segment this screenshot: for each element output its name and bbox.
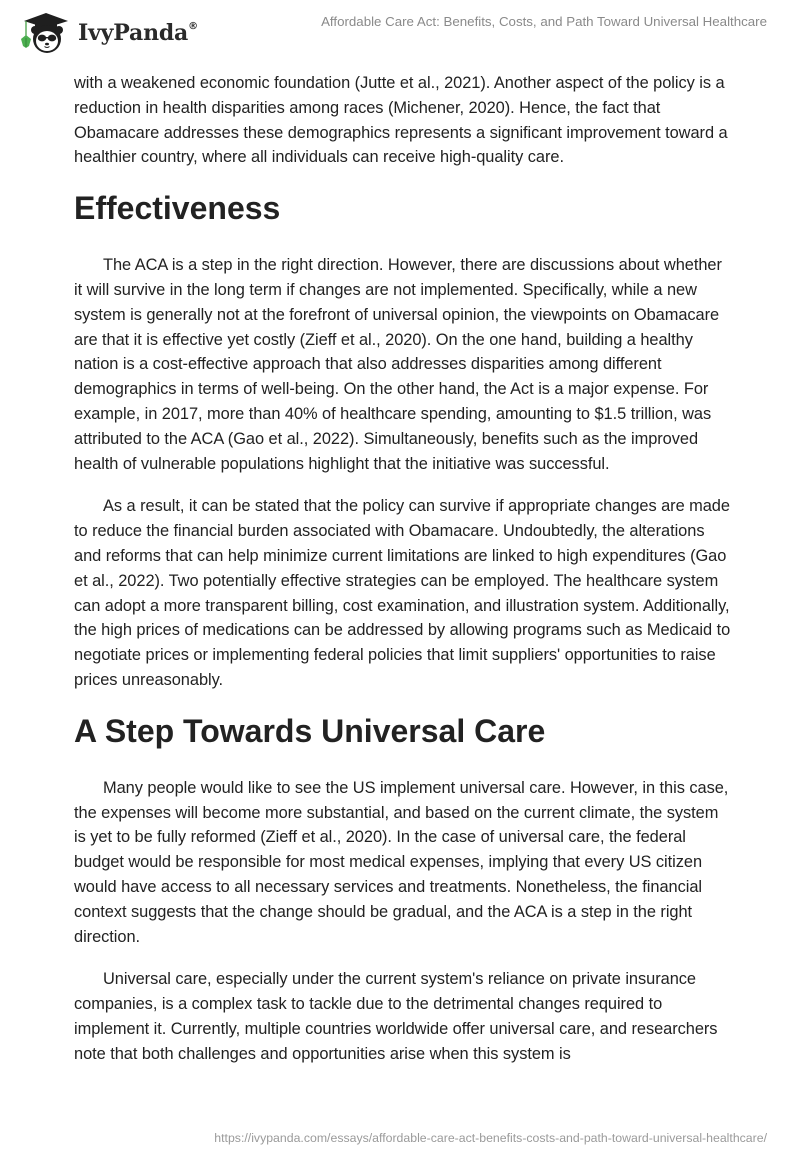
document-title: Affordable Care Act: Benefits, Costs, and Path Toward Universal Healthcare [321, 14, 767, 29]
registered-mark: ® [188, 20, 198, 32]
brand-name: IvyPanda® [78, 20, 198, 46]
universal-care-paragraph-1: Many people would like to see the US implement universal care. However, in this case, the expenses will become more substantial, and based on the current climate, the system is yet to be fully reformed (Zieff et al., 2020). In the case of universal care, the federal budget would be responsible for most medical expenses, implying that every US citizen would have access to all necessary services and treatments. Nonetheless, the financial context suggests that the change should be gradual, and the ACA is a step in the right direction. [74, 778, 729, 946]
section-heading-universal-care: A Step Towards Universal Care [74, 712, 546, 749]
effectiveness-paragraph-2: As a result, it can be stated that the policy can survive if appropriate changes are made to reduce the financial burden associated with Obamacare. Undoubtedly, the alterations and reforms that can help minimize current limitations are linked to high expenditures (Gao et al., 2022). Two potentially effective strategies can be employed. The healthcare system can adopt a more transparent billing, cost examination, and illustration system. Additionally, the high prices of medications can be addressed by allowing programs such as Medicaid to negotiate prices or implementing federal policies that limit suppliers' opportunities to raise prices unreasonably. [74, 497, 731, 689]
ivypanda-logo[interactable] [18, 8, 198, 54]
intro-paragraph: with a weakened economic foundation (Jutte et al., 2021). Another aspect of the policy is a reduction in health disparities among races (Michener, 2020). Hence, the fact that Obamacare addresses these demographics represents a significant improvement toward a healthier country, where all individuals can receive high-quality care. [74, 74, 728, 167]
page-header [0, 0, 800, 60]
essay-content [74, 70, 734, 1067]
universal-care-paragraph-2: Universal care, especially under the current system's reliance on private insurance companies, is a complex task to tackle due to the detrimental changes required to implement it. Currently, multiple countries worldwide offer universal care, and researchers note that both challenges and opportunities arise when this system is [74, 970, 718, 1063]
section-heading-effectiveness: Effectiveness [74, 190, 281, 227]
effectiveness-paragraph-1: The ACA is a step in the right direction. However, there are discussions about whether it will survive in the long term if changes are not implemented. Specifically, while a new system is generally not at the forefront of universal opinion, the viewpoints on Obamacare are that it is effective yet costly (Zieff et al., 2020). On the one hand, building a healthy nation is a cost-effective approach that also addresses disparities among different demographics in terms of well-being. On the other hand, the Act is a major expense. For example, in 2017, more than 40% of healthcare spending, amounting to $1.5 trillion, was attributed to the ACA (Gao et al., 2022). Simultaneously, benefits such as the improved health of vulnerable populations highlight that the initiative was successful. [74, 256, 722, 473]
source-url-link[interactable]: https://ivypanda.com/essays/affordable-care-act-benefits-costs-and-path-toward-universal-healthcare/ [214, 1131, 767, 1145]
panda-graduate-icon [18, 8, 76, 54]
